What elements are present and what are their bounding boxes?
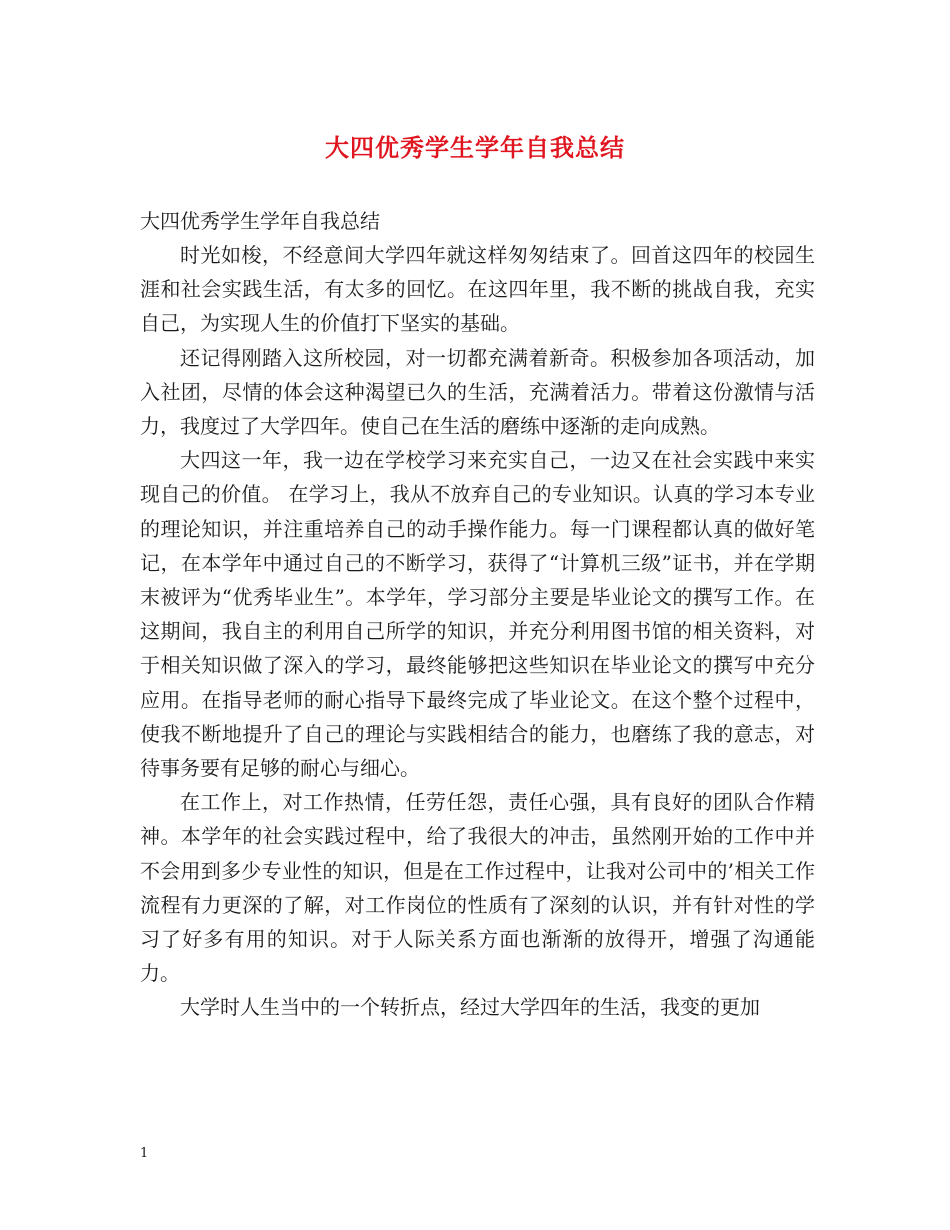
- page-title: 大四优秀学生学年自我总结: [325, 133, 625, 162]
- paragraph-5: 大学时人生当中的一个转折点，经过大学四年的生活，我变的更加: [180, 995, 760, 1020]
- paragraph-4: 在工作上，对工作热情，任劳任怨，责任心强，具有良好的团队合作精神。本学年的社会实践过程中，给了我很大的冲击，虽然刚开始的工作中并不会用到多少专业性的知识，但是在工作过程中，让我对公司中的’相关工作流程有力更深的了解，对工作岗位的性质有了深刻的认识，并有针对性的学习了好多有用的知识。对于人际关系方面也渐渐的放得开，增强了沟通能力。: [140, 790, 815, 986]
- paragraph-1: 时光如梭，不经意间大学四年就这样匆匆结束了。回首这四年的校园生涯和社会实践生活，有太多的回忆。在这四年里，我不断的挑战自我，充实自己，为实现人生的价值打下坚实的基础。: [140, 243, 815, 336]
- document-body: [140, 204, 815, 1025]
- document-subtitle: 大四优秀学生学年自我总结: [140, 209, 380, 233]
- paragraph-3: 大四这一年，我一边在学校学习来充实自己，一边又在社会实践中来实现自己的价值。 在学习上，我从不放弃自己的专业知识。认真的学习本专业的理论知识，并注重培养自己的动手操作能力。每一门课程都认真的做好笔记，在本学年中通过自己的不断学习，获得了“计算机三级”证书，并在学期末被评为“优秀毕业生”。本学年，学习部分主要是毕业论文的撰写工作。在这期间，我自主的利用自己所学的知识，并充分利用图书馆的相关资料，对于相关知识做了深入的学习，最终能够把这些知识在毕业论文的撰写中充分应用。在指导老师的耐心指导下最终完成了毕业论文。在这个整个过程中，使我不断地提升了自己的理论与实践相结合的能力，也磨练了我的意志，对待事务要有足够的耐心与细心。: [140, 448, 815, 781]
- page-number: 1: [140, 1146, 149, 1161]
- paragraph-2: 还记得刚踏入这所校园，对一切都充满着新奇。积极参加各项活动，加入社团，尽情的体会这种渴望已久的生活，充满着活力。带着这份激情与活力，我度过了大学四年。使自己在生活的磨练中逐渐的走向成熟。: [140, 345, 815, 439]
